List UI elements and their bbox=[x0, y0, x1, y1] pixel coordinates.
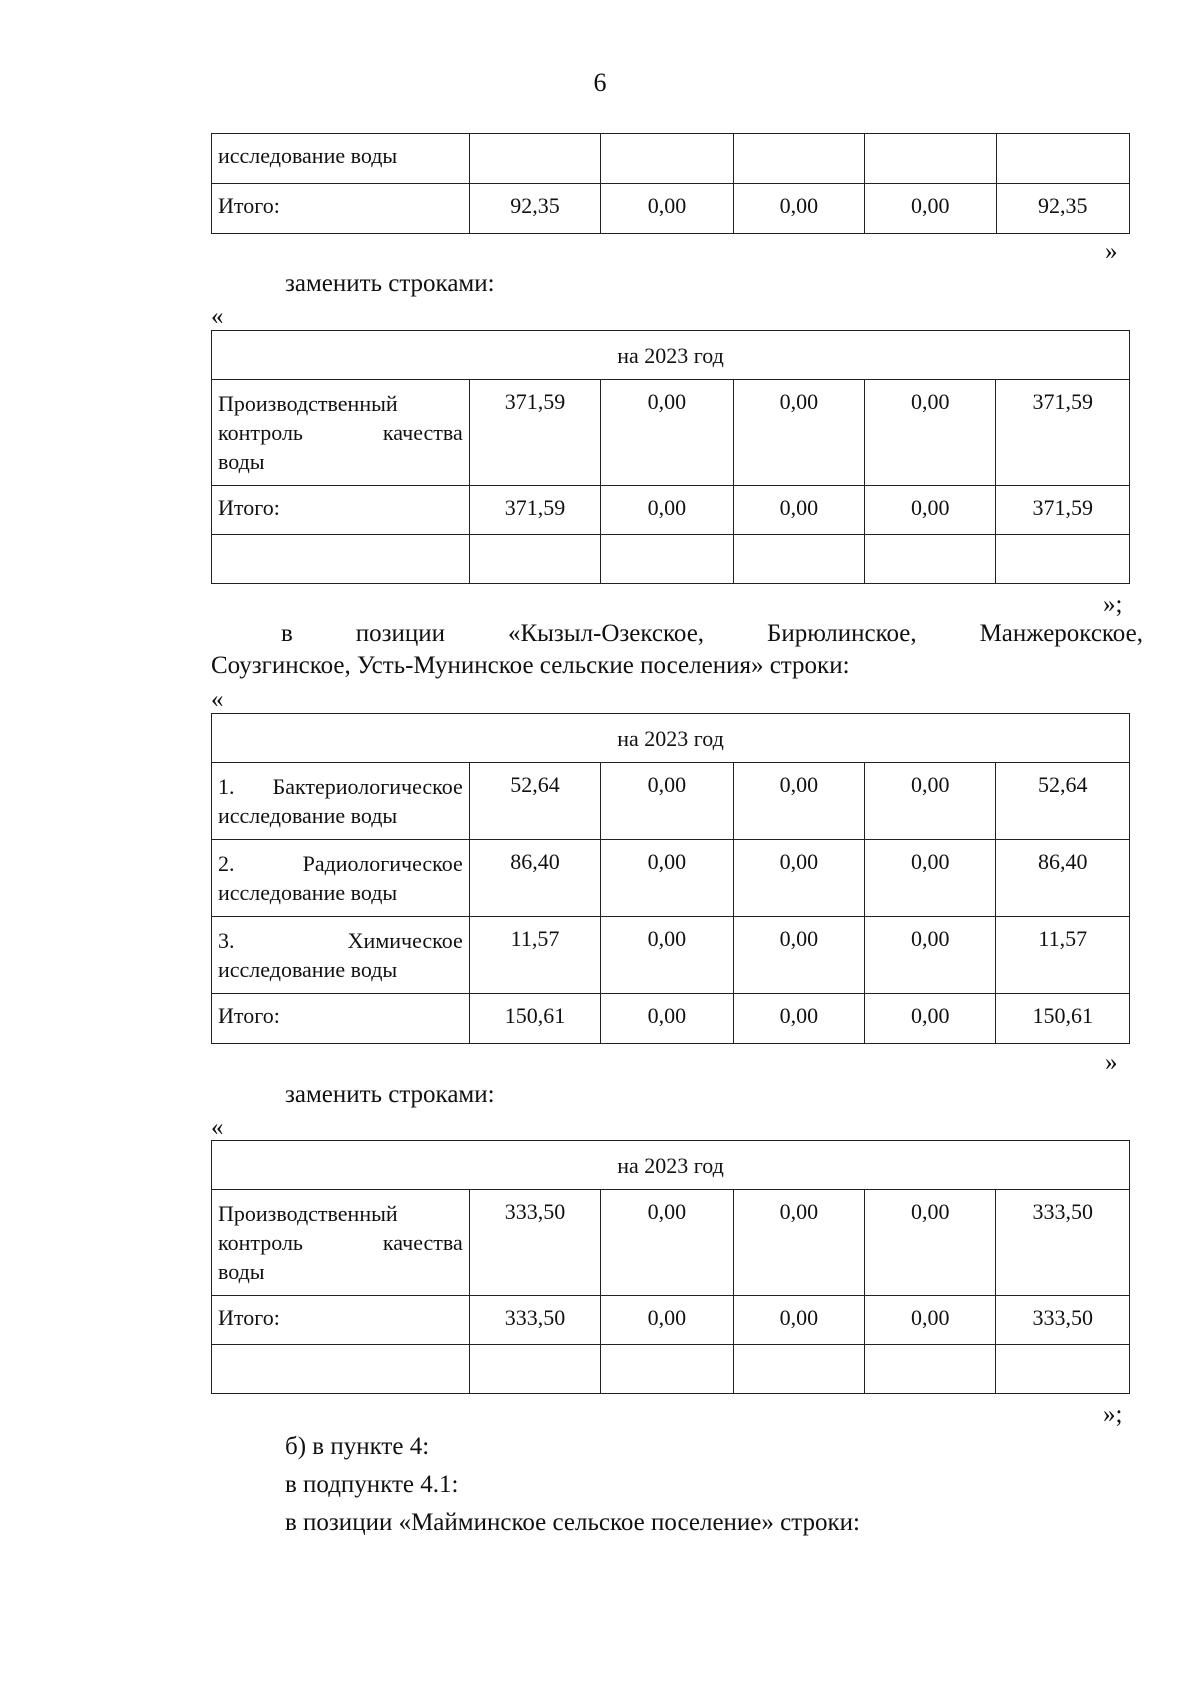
table-cell bbox=[996, 535, 1130, 584]
table-cell: 0,00 bbox=[865, 763, 996, 840]
label-word: Химическое bbox=[347, 928, 463, 953]
table-cell: 0,00 bbox=[601, 763, 733, 840]
table-cell: 86,40 bbox=[469, 840, 600, 917]
table-cell: 0,00 bbox=[865, 917, 996, 994]
opening-quote: « bbox=[211, 686, 224, 713]
year-header: на 2023 год bbox=[212, 331, 1130, 380]
table-cell: 52,64 bbox=[996, 763, 1130, 840]
label-word: Бактериологическое bbox=[272, 774, 463, 799]
table-cell bbox=[865, 134, 996, 184]
table-cell bbox=[469, 134, 600, 184]
total-label: Итого: bbox=[212, 994, 470, 1044]
table-row bbox=[212, 1190, 1130, 1296]
replace-instruction: заменить строками: bbox=[285, 270, 495, 297]
position-paragraph bbox=[211, 618, 1143, 682]
table-cell: 0,00 bbox=[865, 486, 996, 535]
table-cell: 92,35 bbox=[469, 184, 600, 234]
table-cell: 0,00 bbox=[733, 994, 864, 1044]
subpoint-line: в подпункте 4.1: bbox=[285, 1471, 459, 1498]
table-cell: 371,59 bbox=[469, 486, 600, 535]
table-row bbox=[212, 380, 1130, 486]
table-cell: 333,50 bbox=[996, 1190, 1130, 1296]
table-cell bbox=[996, 134, 1130, 184]
subpoint-line: б) в пункте 4: bbox=[285, 1433, 430, 1460]
table-cell bbox=[601, 535, 733, 584]
table-cell: 86,40 bbox=[996, 840, 1130, 917]
label-line: Производственный bbox=[218, 1201, 398, 1226]
table-cell: 0,00 bbox=[733, 840, 864, 917]
empty-row bbox=[212, 535, 1130, 584]
table-cell bbox=[212, 1345, 470, 1394]
total-label: Итого: bbox=[212, 1296, 470, 1345]
table-cell: 371,59 bbox=[469, 380, 600, 486]
label-line: исследование воды bbox=[218, 880, 398, 905]
table-cell: 0,00 bbox=[865, 840, 996, 917]
paragraph-word: «Кызыл-Озекское, bbox=[507, 620, 705, 647]
table-cell: 333,50 bbox=[996, 1296, 1130, 1345]
total-row bbox=[212, 1296, 1130, 1345]
table-cell: 0,00 bbox=[865, 1296, 996, 1345]
table-row bbox=[212, 763, 1130, 840]
table-cell: 0,00 bbox=[865, 994, 996, 1044]
table-cell bbox=[996, 1345, 1130, 1394]
table-cell: 52,64 bbox=[469, 763, 600, 840]
paragraph-line: Соузгинское, Усть-Мунинское сельские поселения» строки: bbox=[211, 652, 850, 679]
table-cell: 333,50 bbox=[469, 1296, 600, 1345]
table-cell: 0,00 bbox=[733, 917, 864, 994]
label-line: Производственный bbox=[218, 391, 398, 416]
table-cell bbox=[865, 1345, 996, 1394]
table-cell: 371,59 bbox=[996, 486, 1130, 535]
table-cell: 150,61 bbox=[996, 994, 1130, 1044]
table-cell: 92,35 bbox=[996, 184, 1130, 234]
label-line: исследование воды bbox=[218, 803, 398, 828]
year-header: на 2023 год bbox=[212, 1141, 1130, 1190]
label-line bbox=[218, 772, 463, 801]
table-previous-rows-2 bbox=[211, 713, 1130, 1044]
paragraph-word: позиции bbox=[355, 620, 446, 647]
table-replacement-1 bbox=[211, 330, 1130, 584]
table-cell bbox=[469, 1345, 600, 1394]
replace-instruction: заменить строками: bbox=[285, 1081, 495, 1108]
label-word: 1. bbox=[218, 774, 235, 799]
table-cell: 0,00 bbox=[601, 994, 733, 1044]
page-number: 6 bbox=[593, 68, 607, 97]
table-cell: 0,00 bbox=[865, 380, 996, 486]
row-label bbox=[212, 917, 470, 994]
table-previous-rows bbox=[211, 133, 1130, 234]
year-row bbox=[212, 714, 1130, 763]
table-cell: 0,00 bbox=[733, 184, 864, 234]
table-cell: 150,61 bbox=[469, 994, 600, 1044]
table-cell: 11,57 bbox=[469, 917, 600, 994]
table-row bbox=[212, 134, 1130, 184]
table-cell: 0,00 bbox=[601, 840, 733, 917]
label-line: воды bbox=[218, 1259, 265, 1284]
year-row bbox=[212, 1141, 1130, 1190]
table-cell bbox=[469, 535, 600, 584]
label-word: качества bbox=[382, 420, 463, 445]
table-cell: 0,00 bbox=[733, 1296, 864, 1345]
table-cell bbox=[601, 1345, 733, 1394]
table-cell: 0,00 bbox=[733, 380, 864, 486]
total-row bbox=[212, 994, 1130, 1044]
row-label bbox=[212, 763, 470, 840]
table-cell bbox=[733, 134, 864, 184]
table-replacement-2 bbox=[211, 1140, 1130, 1394]
table-cell: 11,57 bbox=[996, 917, 1130, 994]
paragraph-word: Бирюлинское, bbox=[766, 620, 917, 647]
table-cell: 0,00 bbox=[733, 1190, 864, 1296]
empty-row bbox=[212, 1345, 1130, 1394]
table-row bbox=[212, 917, 1130, 994]
table-cell bbox=[733, 1345, 864, 1394]
table-cell: 371,59 bbox=[996, 380, 1130, 486]
label-word: Радиологическое bbox=[302, 851, 463, 876]
closing-quote: » bbox=[1105, 1049, 1118, 1076]
label-line bbox=[218, 1228, 463, 1257]
opening-quote: « bbox=[211, 1114, 224, 1141]
total-row bbox=[212, 486, 1130, 535]
opening-quote: « bbox=[211, 303, 224, 330]
label-line bbox=[218, 418, 463, 447]
table-cell bbox=[212, 535, 470, 584]
table-cell: 0,00 bbox=[601, 1190, 733, 1296]
paragraph-word: в bbox=[281, 620, 293, 647]
row-label bbox=[212, 1190, 470, 1296]
label-word: 3. bbox=[218, 928, 235, 953]
row-label bbox=[212, 840, 470, 917]
closing-quote: »; bbox=[1103, 591, 1123, 618]
label-word: 2. bbox=[218, 851, 235, 876]
table-cell: 0,00 bbox=[601, 1296, 733, 1345]
table-cell: 0,00 bbox=[601, 917, 733, 994]
total-row bbox=[212, 184, 1130, 234]
closing-quote: »; bbox=[1103, 1401, 1123, 1428]
closing-quote: » bbox=[1105, 238, 1118, 265]
label-line: воды bbox=[218, 449, 265, 474]
year-row bbox=[212, 331, 1130, 380]
paragraph-line bbox=[211, 618, 1143, 650]
table-cell bbox=[865, 535, 996, 584]
table-cell: 0,00 bbox=[601, 380, 733, 486]
label-word: контроль bbox=[218, 420, 303, 445]
paragraph-word: Манжерокское, bbox=[979, 620, 1143, 647]
label-word: качества bbox=[382, 1230, 463, 1255]
table-cell bbox=[733, 535, 864, 584]
row-label: исследование воды bbox=[212, 134, 470, 184]
table-cell: 0,00 bbox=[601, 486, 733, 535]
label-line bbox=[218, 926, 463, 955]
total-label: Итого: bbox=[212, 486, 470, 535]
table-row bbox=[212, 840, 1130, 917]
table-cell: 0,00 bbox=[733, 486, 864, 535]
table-cell: 0,00 bbox=[601, 184, 733, 234]
table-cell: 0,00 bbox=[865, 184, 996, 234]
label-line: исследование воды bbox=[218, 957, 398, 982]
subpoint-line: в позиции «Майминское сельское поселение» строки: bbox=[285, 1509, 860, 1536]
table-cell: 333,50 bbox=[469, 1190, 600, 1296]
table-cell: 0,00 bbox=[733, 763, 864, 840]
table-cell: 0,00 bbox=[865, 1190, 996, 1296]
row-label bbox=[212, 380, 470, 486]
total-label: Итого: bbox=[212, 184, 470, 234]
label-word: контроль bbox=[218, 1230, 303, 1255]
label-line bbox=[218, 849, 463, 878]
table-cell bbox=[601, 134, 733, 184]
year-header: на 2023 год bbox=[212, 714, 1130, 763]
